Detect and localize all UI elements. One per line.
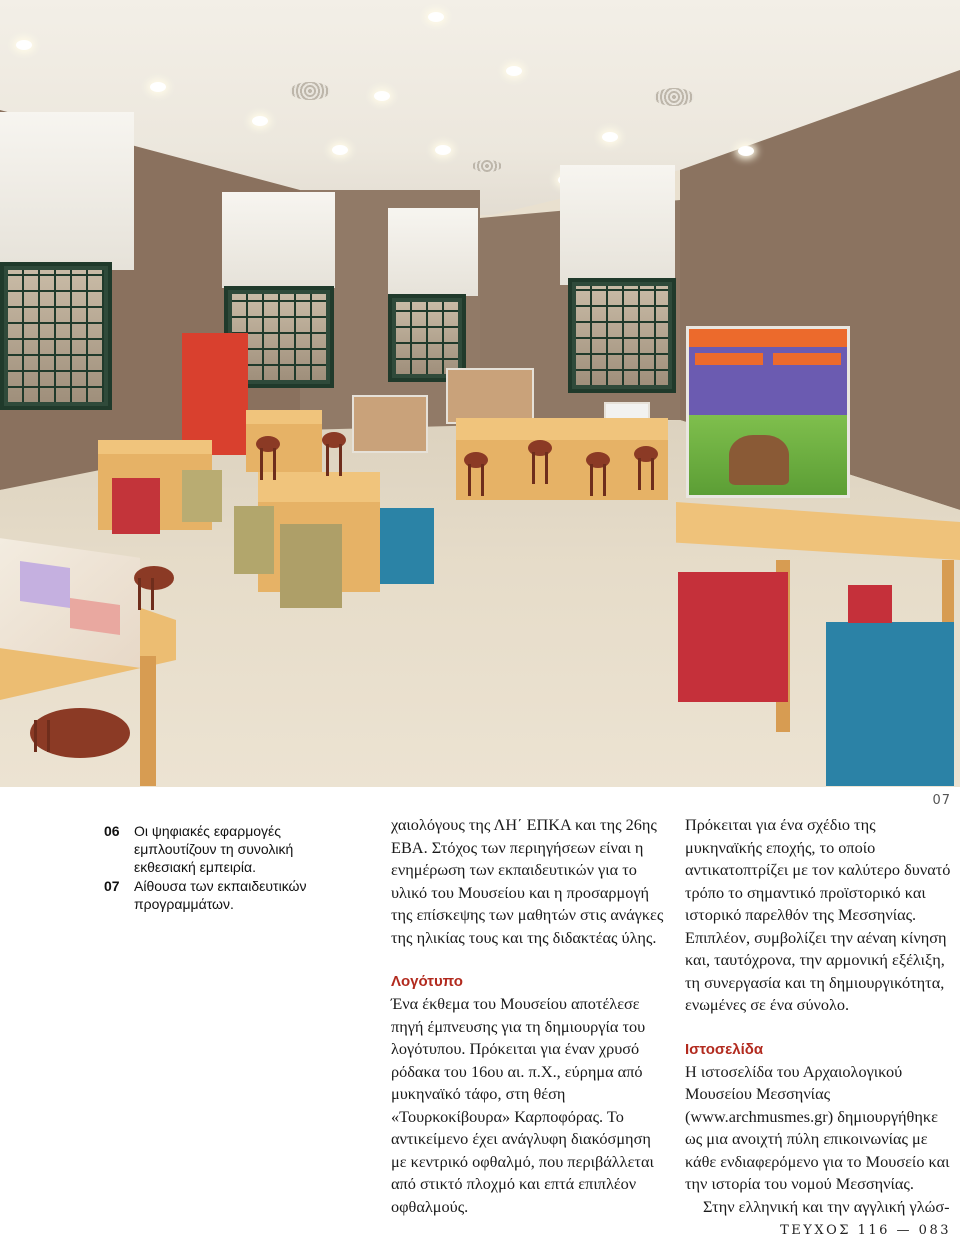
table-top — [258, 472, 380, 502]
table-top — [246, 410, 322, 424]
seat-cube — [678, 572, 788, 702]
red-panel — [182, 333, 248, 455]
article-column-3 — [685, 814, 955, 1218]
caption-text: Οι ψηφιακές εφαρμογές εμπλουτίζουν τη συνολική εκθεσιακή εμπειρία. — [134, 823, 294, 875]
ceiling-light — [738, 146, 754, 156]
seat-cube — [380, 508, 434, 584]
caption-number: 06 — [104, 823, 120, 839]
stool — [322, 432, 346, 448]
window-blind — [560, 165, 675, 285]
ceiling-light — [506, 66, 522, 76]
ceiling-light — [150, 82, 166, 92]
craft-papers — [0, 538, 140, 668]
photo-captions — [104, 822, 344, 914]
paragraph: Πρόκειται για ένα σχέδιο της μυκηναϊκής εποχής, το οποίο αντικατοπτρίζει με τον καλύτερο δυνατό τρόπο το σημαντικό προϊστορικό και ιστορικό παρελθόν της Μεσσηνίας. Επιπλέον, συμβολίζει την αέναη κίνηση και, ταυτόχρονα, την αρμονική εξέλιξη, τη συνεργασία και τη δημιουργικότητα, ενωμένες σε ένα σύνολο. — [685, 815, 951, 1014]
window-blind — [0, 112, 134, 270]
ceiling-light — [435, 145, 451, 155]
caption-item — [104, 877, 344, 913]
ceiling-vent — [654, 88, 694, 106]
issue-footer: ΤΕΥΧΟΣ 116 — 083 — [780, 1223, 951, 1238]
window — [568, 278, 676, 393]
table-top — [98, 440, 212, 454]
exhibition-board — [686, 326, 850, 498]
window — [0, 262, 112, 410]
page-number: 07 — [932, 793, 951, 808]
section-heading-website: Ιστοσελίδα — [685, 1040, 764, 1058]
ceiling-light — [428, 12, 444, 22]
seat-cube — [182, 470, 222, 522]
seat-cube — [112, 478, 160, 534]
section-heading-logo: Λογότυπο — [391, 973, 463, 990]
display-case — [352, 395, 428, 453]
article-column-2 — [391, 814, 669, 1218]
window-blind — [222, 192, 335, 288]
stool — [528, 440, 552, 456]
paragraph: Ένα έκθεμα του Μουσείου αποτέλεσε πηγή έμπνευσης για τη δημιουργία του λογότυπου. Πρόκειται για έναν χρυσό ρόδακα του 16ου αι. π.Χ., εύρημα από μυκηναϊκό τάφο, στη θέση «Τουρκοκίβουρα» Καρποφόρας. Το αντικείμενο έχει ανάγλυφη διακόσμηση με κεντρικό οφθαλμό, που περιβάλλεται από στικτό πλοχμό και επτά επιπλέον οφθαλμούς. — [391, 994, 654, 1216]
ceiling-light — [374, 91, 390, 101]
ceiling-light — [16, 40, 32, 50]
stool — [30, 708, 130, 758]
board-panel — [695, 353, 763, 365]
caption-item — [104, 822, 344, 876]
stool — [634, 446, 658, 462]
window-blind — [388, 208, 478, 296]
stool — [134, 566, 174, 590]
seat-cube — [848, 585, 892, 623]
ceiling-vent — [472, 160, 502, 172]
paragraph: χαιολόγους της ΛΗ΄ ΕΠΚΑ και της 26ης ΕΒΑ. Στόχος των περιηγήσεων είναι η ενημέρωση των εκπαιδευτικών για το υλικό του Μουσείου και η προσαρμογή της επίσκεψης των μαθητών στις ανάγκες της ηλικίας τους και της διδακτέας ύλης. — [391, 815, 664, 947]
stool — [586, 452, 610, 468]
paragraph: Η ιστοσελίδα του Αρχαιολογικού Μουσείου Μεσσηνίας (www.archmusmes.gr) δημιουργήθηκε ως μια ανοιχτή πύλη επικοινωνίας με κάθε ενδιαφερόμενο για το Μουσείο και την ιστορία του νομού Μεσσηνίας. — [685, 1061, 950, 1193]
board-panel — [773, 353, 841, 365]
seat-cube — [234, 506, 274, 574]
table-top — [456, 418, 668, 440]
table-top — [676, 502, 960, 560]
board-header — [689, 329, 847, 347]
paragraph: Στην ελληνική και την αγγλική γλώσ- — [703, 1196, 950, 1216]
seat-cube — [280, 524, 342, 608]
stool — [464, 452, 488, 468]
ceiling-light — [332, 145, 348, 155]
board-tomb — [729, 435, 789, 485]
seat-cube — [826, 622, 954, 786]
stool — [256, 436, 280, 452]
ceiling-light — [252, 116, 268, 126]
caption-number: 07 — [104, 878, 120, 894]
ceiling-vent — [290, 82, 330, 100]
display-case — [446, 368, 534, 424]
caption-text: Αίθουσα των εκπαιδευτικών προγραμμάτων. — [134, 878, 307, 912]
table-leg — [140, 656, 156, 786]
ceiling-light — [602, 132, 618, 142]
